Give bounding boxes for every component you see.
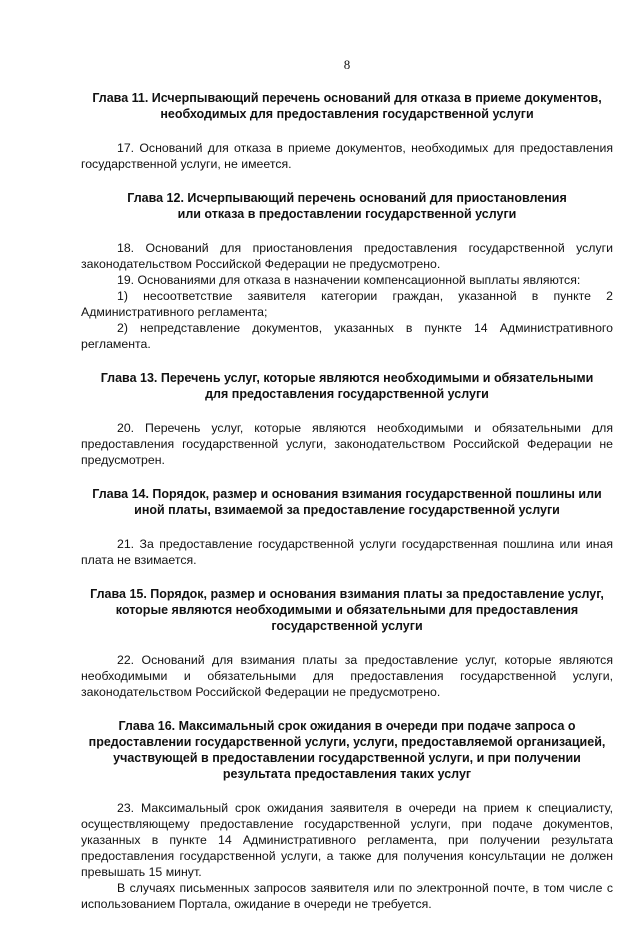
chapter-13 bbox=[81, 370, 613, 468]
chapter-body bbox=[81, 240, 613, 352]
page-number: 8 bbox=[343, 57, 351, 72]
chapter-title bbox=[81, 90, 613, 122]
chapter-body bbox=[81, 800, 613, 912]
chapter-16 bbox=[81, 718, 613, 912]
chapter-title bbox=[81, 190, 613, 222]
chapter-15 bbox=[81, 586, 613, 700]
chapter-title-line: для предоставления государственной услуги bbox=[205, 387, 489, 401]
paragraph: 21. За предоставление государственной услуги государственная пошлина или иная плата не взимается. bbox=[81, 537, 613, 567]
chapter-title-line: результата предоставления таких услуг bbox=[222, 767, 472, 781]
chapter-title-line: которые являются необходимыми и обязательными для предоставления bbox=[115, 603, 579, 617]
chapter-title-line: Глава 14. Порядок, размер и основания взимания государственной пошлины или bbox=[92, 487, 602, 501]
paragraph: 18. Оснований для приостановления предоставления государственной услуги законодательством Российской Федерации не предусмотрено. bbox=[81, 241, 613, 271]
paragraph: В случаях письменных запросов заявителя или по электронной почте, в том числе с использованием Портала, ожидание в очереди не требуется. bbox=[81, 881, 613, 911]
paragraph: 23. Максимальный срок ожидания заявителя в очереди на прием к специалисту, осуществляющему предоставление государственной услуги, при подаче документов, указанных в пункте 14 Административного регламента, при получении результата предоставления государственной услуги, а также для получения консультации не должен превышать 15 минут. bbox=[81, 801, 613, 879]
paragraph: 20. Перечень услуг, которые являются необходимыми и обязательными для предоставления государственной услуги, законодательством Российской Федерации не предусмотрен. bbox=[81, 421, 613, 467]
chapter-title bbox=[81, 718, 613, 782]
chapter-title-line: необходимых для предоставления государственной услуги bbox=[160, 107, 534, 121]
chapter-title-line: иной платы, взимаемой за предоставление государственной услуги bbox=[134, 503, 560, 517]
chapter-title-line: или отказа в предоставлении государственной услуги bbox=[177, 207, 517, 221]
paragraph: 19. Основаниями для отказа в назначении компенсационной выплаты являются: bbox=[117, 273, 581, 287]
chapter-title bbox=[81, 486, 613, 518]
chapter-title-line: предоставлении государственной услуги, услуги, предоставляемой организацией, bbox=[88, 735, 606, 749]
chapter-title-line: Глава 11. Исчерпывающий перечень оснований для отказа в приеме документов, bbox=[92, 91, 602, 105]
paragraph: 22. Оснований для взимания платы за предоставление услуг, которые являются необходимыми и обязательными для предоставления государственной услуги, законодательством Российской Федерации не предусмотрено. bbox=[81, 653, 613, 699]
chapter-title bbox=[81, 370, 613, 402]
chapter-title bbox=[81, 586, 613, 634]
chapter-body bbox=[81, 652, 613, 700]
paragraph: 17. Оснований для отказа в приеме документов, необходимых для предоставления государственной услуги, не имеется. bbox=[81, 141, 613, 171]
chapter-12 bbox=[81, 190, 613, 352]
list-item: 2) непредставление документов, указанных в пункте 14 Административного регламента. bbox=[81, 321, 613, 351]
chapter-title-line: Глава 13. Перечень услуг, которые являются необходимыми и обязательными bbox=[100, 371, 594, 385]
chapter-title-line: Глава 16. Максимальный срок ожидания в очереди при подаче запроса о bbox=[118, 719, 576, 733]
document-page bbox=[81, 57, 613, 930]
chapter-title-line: государственной услуги bbox=[271, 619, 423, 633]
chapter-title-line: участвующей в предоставлении государственной услуги, и при получении bbox=[113, 751, 581, 765]
chapter-title-line: Глава 12. Исчерпывающий перечень оснований для приостановления bbox=[127, 191, 567, 205]
chapter-title-line: Глава 15. Порядок, размер и основания взимания платы за предоставление услуг, bbox=[90, 587, 604, 601]
list-item: 1) несоответствие заявителя категории граждан, указанной в пункте 2 Административного регламента; bbox=[81, 289, 613, 319]
chapter-14 bbox=[81, 486, 613, 568]
chapter-11 bbox=[81, 90, 613, 172]
chapter-body bbox=[81, 536, 613, 568]
chapter-body bbox=[81, 420, 613, 468]
chapter-body bbox=[81, 140, 613, 172]
